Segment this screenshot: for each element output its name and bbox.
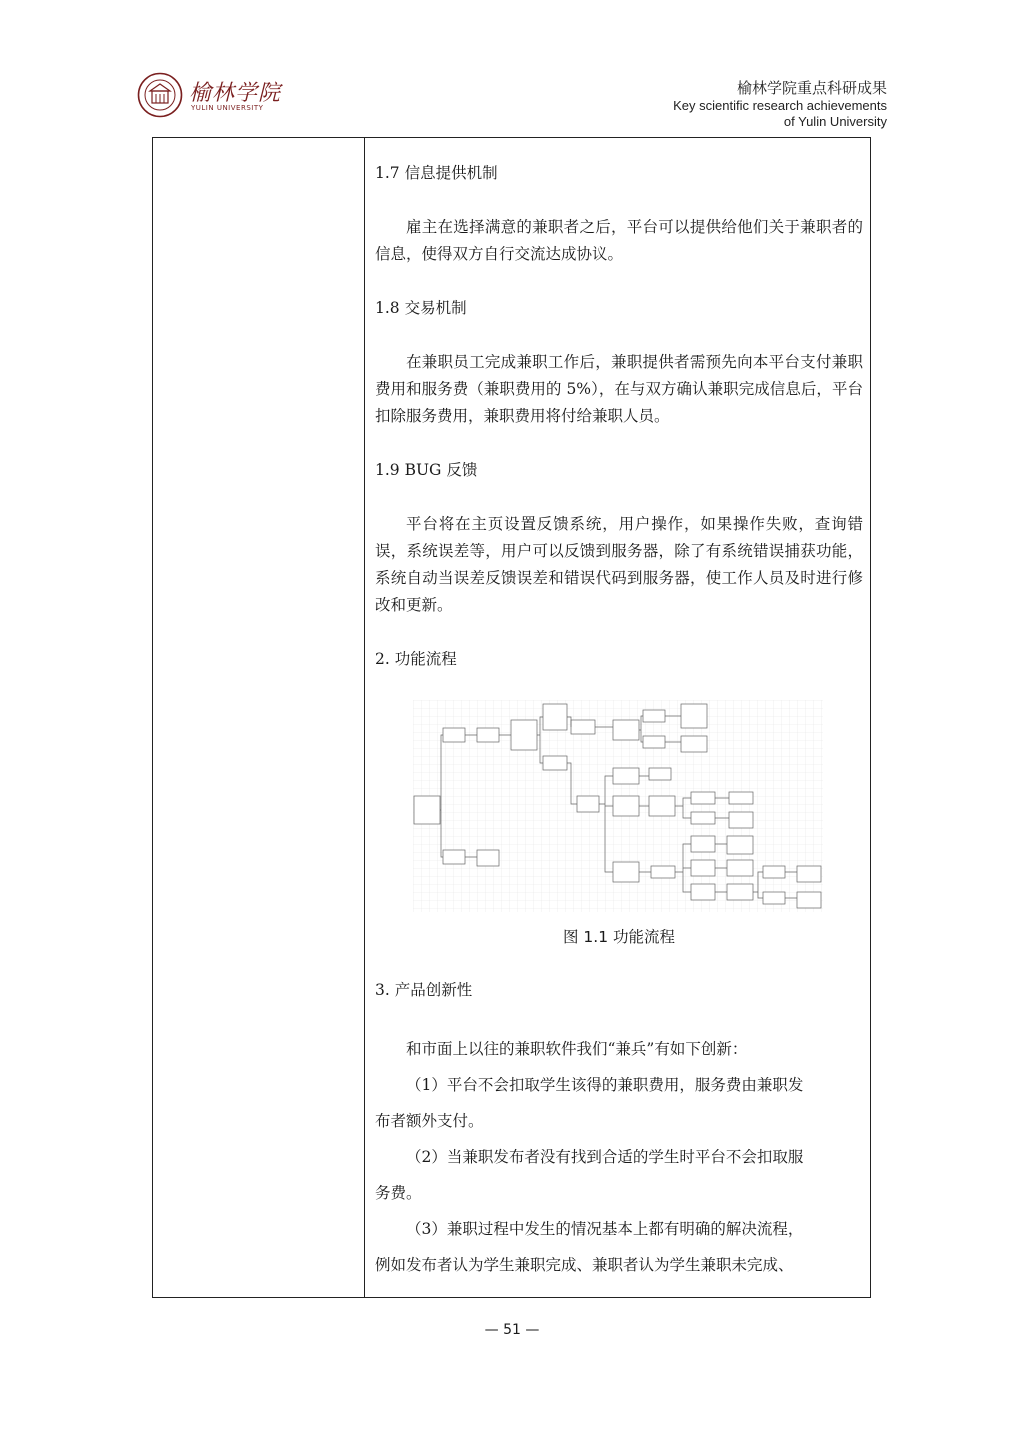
figure-caption: 图 1.1 功能流程 xyxy=(562,928,675,946)
flowchart-image xyxy=(413,700,823,912)
innovation-item-3-line-1: （3）兼职过程中发生的情况基本上都有明确的解决流程， xyxy=(406,1220,804,1238)
section-2-heading: 2. 功能流程 xyxy=(375,650,457,668)
university-seal-icon xyxy=(137,72,183,118)
innovation-item-2-line-2: 务费。 xyxy=(375,1184,422,1202)
innovation-item-2-line-1: （2）当兼职发布者没有找到合适的学生时平台不会扣取服 xyxy=(406,1148,804,1166)
column-divider xyxy=(364,138,365,1297)
section-1-7-heading: 1.7 信息提供机制 xyxy=(375,164,498,182)
section-1-9-body: 平台将在主页设置反馈系统，用户操作，如果操作失败，查询错误，系统误差等，用户可以反馈到服务器，除了有系统错误捕获功能，系统自动当误差反馈误差和错误代码到服务器，使工作人员及时进行修改和更新。 xyxy=(375,515,863,614)
function-flow-figure xyxy=(413,700,823,912)
logo-english-name: YULIN UNIVERSITY xyxy=(191,104,264,112)
section-1-8-heading: 1.8 交易机制 xyxy=(375,299,467,317)
section-1-8-body: 在兼职员工完成兼职工作后，兼职提供者需预先向本平台支付兼职费用和服务费（兼职费用的 5%），在与双方确认兼职完成信息后，平台扣除服务费用，兼职费用将付给兼职人员。 xyxy=(375,353,863,425)
header-title-cn: 榆林学院重点科研成果 xyxy=(736,79,887,97)
university-logo xyxy=(137,72,287,120)
page-number: — 51 — xyxy=(484,1322,540,1338)
header-title-en-2: of Yulin University xyxy=(783,114,887,129)
section-3-intro: 和市面上以往的兼职软件我们“兼兵”有如下创新： xyxy=(406,1040,748,1058)
header-title-block xyxy=(673,78,887,130)
header-title-en-1: Key scientific research achievements xyxy=(673,98,887,113)
section-3-heading: 3. 产品创新性 xyxy=(375,981,473,999)
section-1-7-body: 雇主在选择满意的兼职者之后，平台可以提供给他们关于兼职者的信息，使得双方自行交流达成协议。 xyxy=(375,218,863,263)
innovation-item-3-line-2: 例如发布者认为学生兼职完成、兼职者认为学生兼职未完成、 xyxy=(375,1256,794,1274)
content-cell xyxy=(375,160,863,1283)
innovation-item-1-line-2: 布者额外支付。 xyxy=(375,1112,484,1130)
logo-chinese-name: 榆林学院 xyxy=(189,81,282,106)
innovation-item-1-line-1: （1）平台不会扣取学生该得的兼职费用，服务费由兼职发 xyxy=(406,1076,804,1094)
section-1-9-heading: 1.9 BUG 反馈 xyxy=(375,461,478,479)
